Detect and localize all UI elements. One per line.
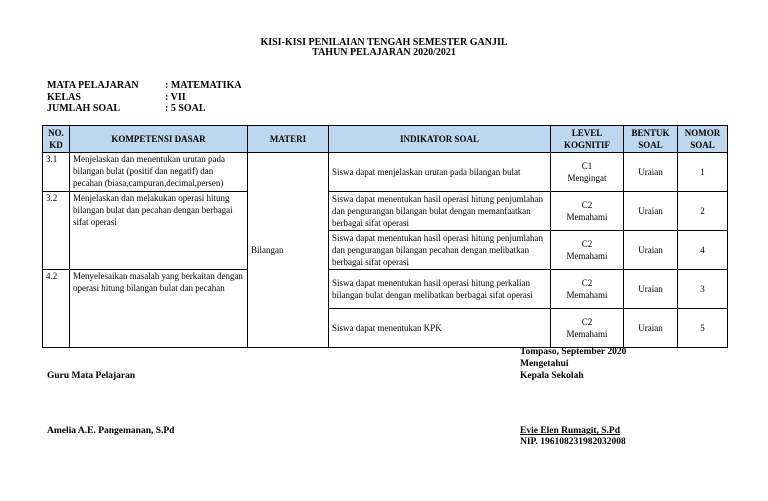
nomor-cell: 2 <box>678 192 728 231</box>
meta-value: : 5 SOAL <box>165 103 206 114</box>
level-name: Memahami <box>566 212 608 222</box>
header-no-kd: NO. KD <box>43 126 70 153</box>
nomor-cell: 3 <box>678 270 728 309</box>
header-kompetensi-dasar: KOMPETENSI DASAR <box>70 126 248 153</box>
indikator-cell: Siswa dapat menentukan hasil operasi hitung penjumlahan dan pengurangan bilangan pecahan dengan melibatkan berbagai sifat operasi <box>329 231 551 270</box>
table-header-row <box>43 126 728 153</box>
level-name: Memahami <box>566 329 608 339</box>
bentuk-cell: Uraian <box>624 153 678 192</box>
header-materi: MATERI <box>248 126 329 153</box>
kd-number: 3.1 <box>43 153 70 192</box>
level-code: C2 <box>581 317 593 327</box>
level-code: C1 <box>581 161 593 171</box>
meta-label: KELAS <box>47 91 81 103</box>
indikator-cell: Siswa dapat menentukan hasil operasi hitung penjumlahan dan pengurangan bilangan bulat dengan memanfaatkan berbagai sifat operasi <box>329 192 551 231</box>
header-nomor-soal: NOMOR SOAL <box>678 126 728 153</box>
level-cell <box>551 270 624 309</box>
level-name: Mengingat <box>567 173 607 183</box>
header-level-kognitif: LEVEL KOGNITIF <box>551 126 624 153</box>
kd-description: Menjelaskan dan menentukan urutan pada bilangan bulat (positif dan negatif) dan pecahan (biasa,campuran,decimal,persen) <box>70 153 248 192</box>
header-indikator-soal: INDIKATOR SOAL <box>329 126 551 153</box>
nomor-cell: 5 <box>678 309 728 348</box>
kd-number: 3.2 <box>43 192 70 270</box>
level-name: Memahami <box>566 251 608 261</box>
place-date: Tompaso, September 2020 <box>520 347 627 357</box>
indikator-cell: Siswa dapat menentukan KPK <box>329 309 551 348</box>
bentuk-cell: Uraian <box>624 309 678 348</box>
meta-label: JUMLAH SOAL <box>47 103 121 114</box>
kd-description: Menyelesaikan masalah yang berkaitan dengan operasi hitung bilangan bulat dan pecahan <box>70 270 248 348</box>
table-row <box>43 153 728 192</box>
level-cell <box>551 231 624 270</box>
bentuk-cell: Uraian <box>624 231 678 270</box>
nomor-cell: 4 <box>678 231 728 270</box>
level-cell <box>551 192 624 231</box>
table-row <box>43 270 728 309</box>
document-title: KISI-KISI PENILAIAN TENGAH SEMESTER GANJIL <box>260 37 508 48</box>
kd-description: Menjelaskan dan melakukan operasi hitung bilangan bulat dan pecahan dengan berbagai sifat operasi <box>70 192 248 270</box>
teacher-name: Amelia A.E. Pangemanan, S.Pd <box>47 426 175 436</box>
kisi-kisi-table <box>42 125 728 348</box>
level-cell <box>551 153 624 192</box>
bentuk-cell: Uraian <box>624 192 678 231</box>
meta-row-subject <box>47 80 242 92</box>
principal-name: Evie Elen Rumagit, S.Pd <box>520 426 621 436</box>
indikator-cell: Siswa dapat menjelaskan urutan pada bilangan bulat <box>329 153 551 192</box>
header-bentuk-soal: BENTUK SOAL <box>624 126 678 153</box>
meta-label: MATA PELAJARAN <box>47 80 139 91</box>
table-row <box>43 192 728 231</box>
level-code: C2 <box>581 239 593 249</box>
level-code: C2 <box>581 200 593 210</box>
acknowledged-label: Mengetahui <box>520 359 569 369</box>
level-name: Memahami <box>566 290 608 300</box>
teacher-role: Guru Mata Pelajaran <box>47 371 136 381</box>
materi-cell: Bilangan <box>248 153 329 348</box>
level-cell <box>551 309 624 348</box>
nomor-cell: 1 <box>678 153 728 192</box>
level-code: C2 <box>581 278 593 288</box>
bentuk-cell: Uraian <box>624 270 678 309</box>
meta-value: : VII <box>165 91 186 103</box>
principal-nip: NIP. 196108231982032008 <box>520 437 626 447</box>
meta-value: : MATEMATIKA <box>165 80 242 91</box>
principal-role: Kepala Sekolah <box>520 371 584 381</box>
document-subtitle: TAHUN PELAJARAN 2020/2021 <box>312 47 456 58</box>
kd-number: 4.2 <box>43 270 70 348</box>
meta-row-count <box>47 103 242 115</box>
indikator-cell: Siswa dapat menentukan hasil operasi hitung perkalian bilangan bulat dengan melibatkan berbagai sifat operasi <box>329 270 551 309</box>
meta-row-class <box>47 92 242 104</box>
document-meta <box>47 80 242 115</box>
